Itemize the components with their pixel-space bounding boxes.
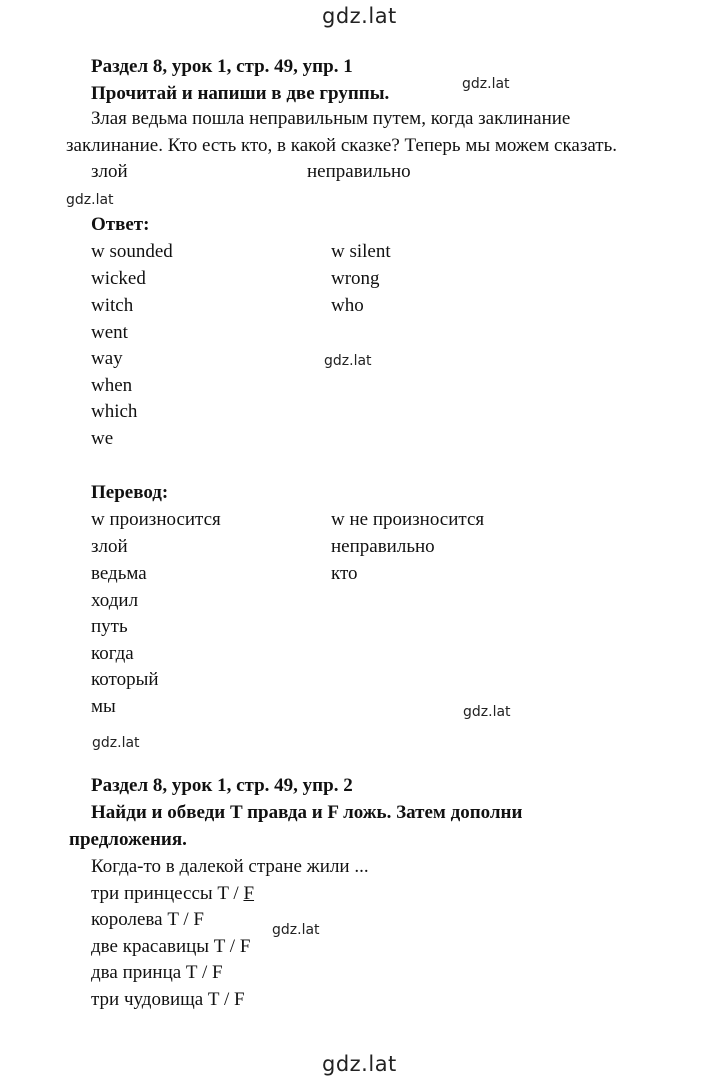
exercise-2-intro: Когда-то в далекой стране жили ... bbox=[91, 856, 369, 877]
tf-item bbox=[91, 962, 223, 984]
tf-item-text: три принцессы T / bbox=[91, 883, 244, 904]
answer-left-item: witch bbox=[91, 295, 134, 316]
tf-item-text: две красавицы T / F bbox=[91, 936, 251, 957]
answer-left-item: way bbox=[91, 348, 123, 369]
translation-right-item: кто bbox=[331, 563, 358, 584]
tf-item bbox=[91, 936, 250, 958]
translation-left-item: ходил bbox=[91, 590, 139, 611]
translation-left-item: ведьма bbox=[91, 563, 147, 584]
watermark-top: gdz.lat bbox=[322, 4, 397, 28]
watermark: gdz.lat bbox=[92, 735, 140, 751]
translation-left-item: который bbox=[91, 669, 159, 690]
exercise-1-heading: Раздел 8, урок 1, стр. 49, упр. 1 bbox=[91, 56, 353, 77]
exercise-1-task: Прочитай и напиши в две группы. bbox=[91, 83, 390, 104]
translation-left-item: путь bbox=[91, 616, 128, 637]
tf-item bbox=[91, 989, 245, 1011]
answer-right-item: wrong bbox=[331, 268, 380, 289]
tf-answer-underlined: F bbox=[243, 883, 255, 904]
watermark: gdz.lat bbox=[66, 192, 114, 208]
answer-label: Ответ: bbox=[91, 214, 150, 235]
example-right: неправильно bbox=[307, 161, 411, 182]
answer-left-item: we bbox=[91, 428, 114, 449]
translation-left-item: w произносится bbox=[91, 509, 221, 530]
answer-left-item: went bbox=[91, 322, 128, 343]
translation-left-item: мы bbox=[91, 696, 116, 717]
tf-item bbox=[91, 883, 254, 905]
exercise-2-task-line-2: предложения. bbox=[69, 829, 187, 850]
translation-left-item: когда bbox=[91, 643, 134, 664]
translation-label: Перевод: bbox=[91, 482, 169, 503]
watermark: gdz.lat bbox=[463, 704, 511, 720]
watermark: gdz.lat bbox=[272, 922, 320, 938]
answer-left-item: wicked bbox=[91, 268, 146, 289]
answer-left-item: when bbox=[91, 375, 133, 396]
exercise-1-text-line-2: заклинание. Кто есть кто, в какой сказке? Теперь мы можем сказать. bbox=[66, 135, 617, 156]
translation-right-item: неправильно bbox=[331, 536, 435, 557]
tf-item-text: два принца T / F bbox=[91, 962, 223, 983]
watermark: gdz.lat bbox=[462, 76, 510, 92]
example-left: злой bbox=[91, 161, 128, 182]
answer-left-item: w sounded bbox=[91, 241, 173, 262]
answer-right-item: w silent bbox=[331, 241, 391, 262]
tf-item-text: королева T / F bbox=[91, 909, 204, 930]
translation-right-item: w не произносится bbox=[331, 509, 485, 530]
answer-left-item: which bbox=[91, 401, 138, 422]
tf-item-text: три чудовища T / F bbox=[91, 989, 245, 1010]
watermark: gdz.lat bbox=[324, 353, 372, 369]
watermark-bottom: gdz.lat bbox=[322, 1052, 397, 1076]
exercise-1-text-line-1: Злая ведьма пошла неправильным путем, когда заклинание bbox=[91, 108, 571, 129]
answer-right-item: who bbox=[331, 295, 364, 316]
exercise-2-task-line-1: Найди и обведи T правда и F ложь. Затем дополни bbox=[91, 802, 523, 823]
translation-left-item: злой bbox=[91, 536, 128, 557]
tf-item bbox=[91, 909, 204, 931]
exercise-2-heading: Раздел 8, урок 1, стр. 49, упр. 2 bbox=[91, 775, 353, 796]
